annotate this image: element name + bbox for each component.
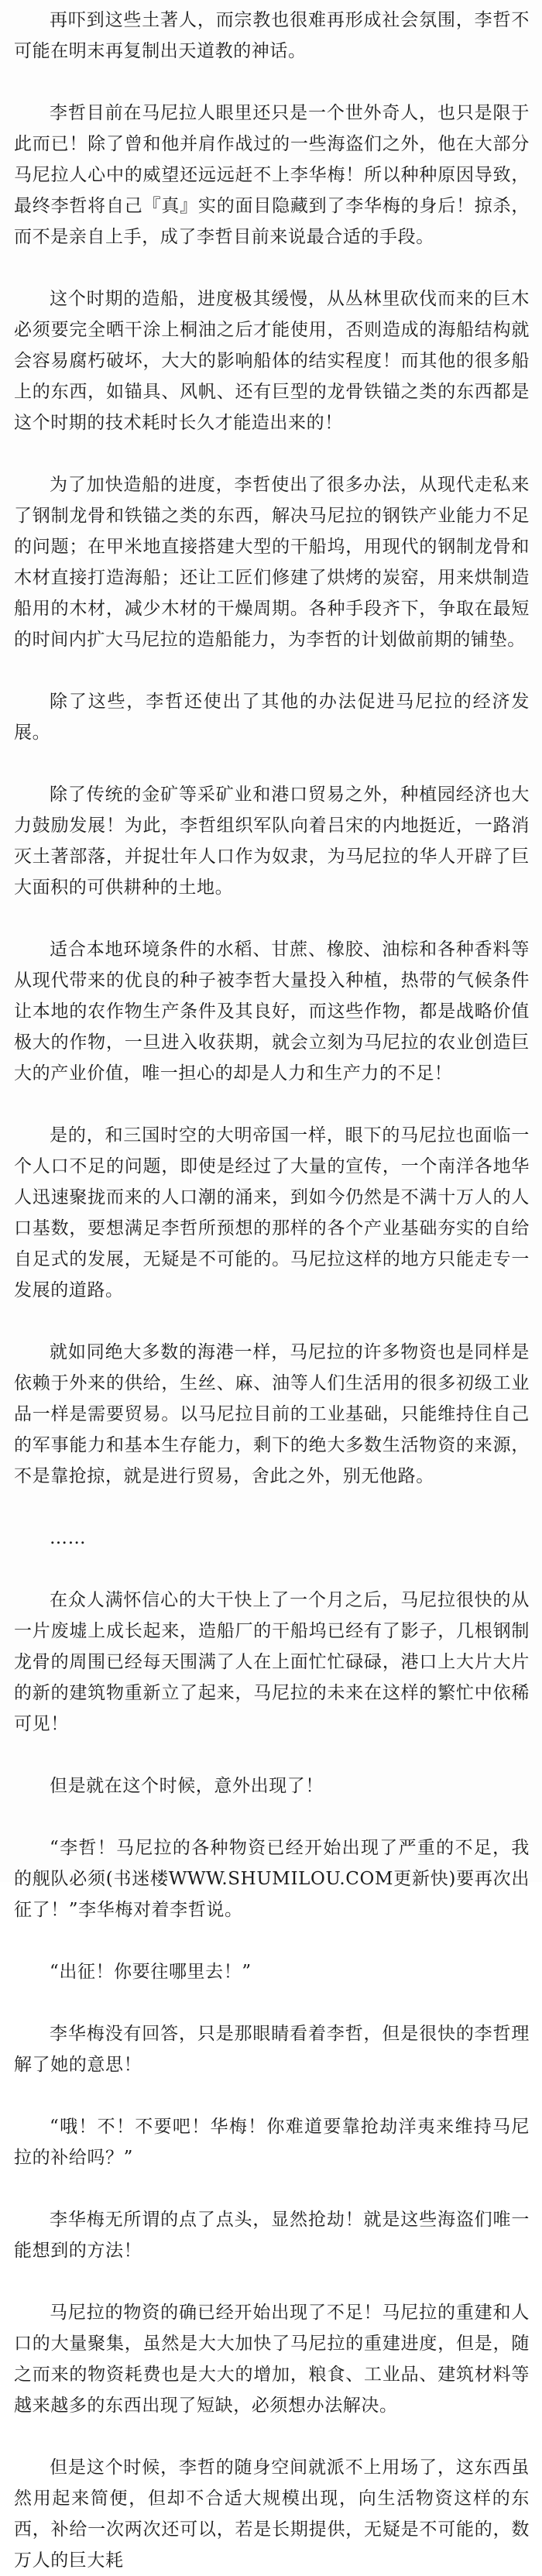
paragraph: 再吓到这些土著人，而宗教也很难再形成社会氛围，李哲不可能在明末再复制出天道教的神话。 xyxy=(14,10,530,61)
paragraph: 李华梅没有回答，只是那眼睛看着李哲，但是很快的李哲理解了她的意思！ xyxy=(14,2024,530,2075)
paragraph: 这个时期的造船，进度极其缓慢，从丛林里砍伐而来的巨木必须要完全晒干涂上桐油之后才能使用，否则造成的海船结构就会容易腐朽破坏，大大的影响船体的结实程度！而其他的很多船上的东西，如锚具、风帆、还有巨型的龙骨铁锚之类的东西都是这个时期的技术耗时长久才能造出来的！ xyxy=(14,289,530,433)
section-break-ellipsis: …… xyxy=(50,1528,87,1548)
paragraph: 适合本地环境条件的水稻、甘蔗、橡胶、油棕和各种香料等从现代带来的优良的种子被李哲大量投入种植，热带的气候条件让本地的农作物生产条件及其良好，而这些作物，都是战略价值极大的作物，一旦进入收获期，就会立刻为马尼拉的农业创造巨大的产业价值，唯一担心的却是人力和生产力的不足！ xyxy=(14,939,530,1084)
paragraph: 但是就在这个时候，意外出现了！ xyxy=(50,1776,324,1796)
dialogue-paragraph: “哦！不！不要吧！华梅！你难道要靠抢劫洋夷来维持马尼拉的补给吗？” xyxy=(14,2117,530,2168)
dialogue-paragraph: “出征！你要往哪里去！” xyxy=(50,1962,252,1982)
paragraph: 就如同绝大多数的海港一样，马尼拉的许多物资也是同样是依赖于外来的供给，生丝、麻、油等人们生活用的很多初级工业品一样是需要贸易。以马尼拉目前的工业基础，只能维持住自己的军事能力和基本生存能力，剩下的绝大多数生活物资的来源，不是靠抢掠，就是进行贸易，舍此之外，别无他路。 xyxy=(14,1342,530,1486)
paragraph: 但是这个时候，李哲的随身空间就派不上用场了，这东西虽然用起来简便，但却不合适大规模出现，向生活物资这样的东西，补给一次两次还可以，若是长期提供，无疑是不可能的，数万人的巨大耗 xyxy=(14,2458,530,2571)
dialogue-paragraph: “李哲！马尼拉的各种物资已经开始出现了严重的不足，我的舰队必须(书迷楼WWW.SHUMILOU.COM更新快)要再次出征了！”李华梅对着李哲说。 xyxy=(14,1838,530,1920)
paragraph: 李哲目前在马尼拉人眼里还只是一个世外奇人，也只是限于此而已！除了曾和他并肩作战过的一些海盗们之外，他在大部分马尼拉人心中的威望还远远赶不上李华梅！所以种种原因导致，最终李哲将自己『真』实的面目隐藏到了李华梅的身后！掠杀，而不是亲自上手，成了李哲目前来说最合适的手段。 xyxy=(14,103,530,247)
paragraph: 除了传统的金矿等采矿业和港口贸易之外，种植园经济也大力鼓励发展！为此，李哲组织军队向着吕宋的内地挺近，一路消灭土著部落，并捉壮年人口作为奴隶，为马尼拉的华人开辟了巨大面积的可供耕种的土地。 xyxy=(14,785,530,898)
paragraph: 为了加快造船的进度，李哲使出了很多办法，从现代走私来了钢制龙骨和铁锚之类的东西，解决马尼拉的钢铁产业能力不足的问题；在甲米地直接搭建大型的干船坞，用现代的钢制龙骨和木材直接打造海船；还让工匠们修建了烘烤的炭窑，用来烘制造船用的木材，减少木材的干燥周期。各种手段齐下，争取在最短的时间内扩大马尼拉的造船能力，为李哲的计划做前期的铺垫。 xyxy=(14,475,530,650)
paragraph: 除了这些，李哲还使出了其他的办法促进马尼拉的经济发展。 xyxy=(14,692,530,743)
paragraph: 李华梅无所谓的点了点头，显然抢劫！就是这些海盗们唯一能想到的方法！ xyxy=(14,2210,530,2261)
paragraph: 是的，和三国时空的大明帝国一样，眼下的马尼拉也面临一个人口不足的问题，即使是经过了大量的宣传，一个南洋各地华人迅速聚拢而来的人口潮的涌来，到如今仍然是不满十万人的人口基数，要想满足李哲所预想的那样的各个产业基础夯实的自给自足式的发展，无疑是不可能的。马尼拉这样的地方只能走专一发展的道路。 xyxy=(14,1125,530,1300)
paragraph: 在众人满怀信心的大干快上了一个月之后，马尼拉很快的从一片废墟上成长起来，造船厂的干船坞已经有了影子，几根钢制龙骨的周围已经每天围满了人在上面忙忙碌碌，港口上大片大片的新的建筑物重新立了起来，马尼拉的未来在这样的繁忙中依稀可见！ xyxy=(14,1590,530,1734)
paragraph: 马尼拉的物资的确已经开始出现了不足！马尼拉的重建和人口的大量聚集，虽然是大大加快了马尼拉的重建进度，但是，随之而来的物资耗费也是大大的增加，粮食、工业品、建筑材料等越来越多的东西出现了短缺，必须想办法解决。 xyxy=(14,2303,530,2416)
